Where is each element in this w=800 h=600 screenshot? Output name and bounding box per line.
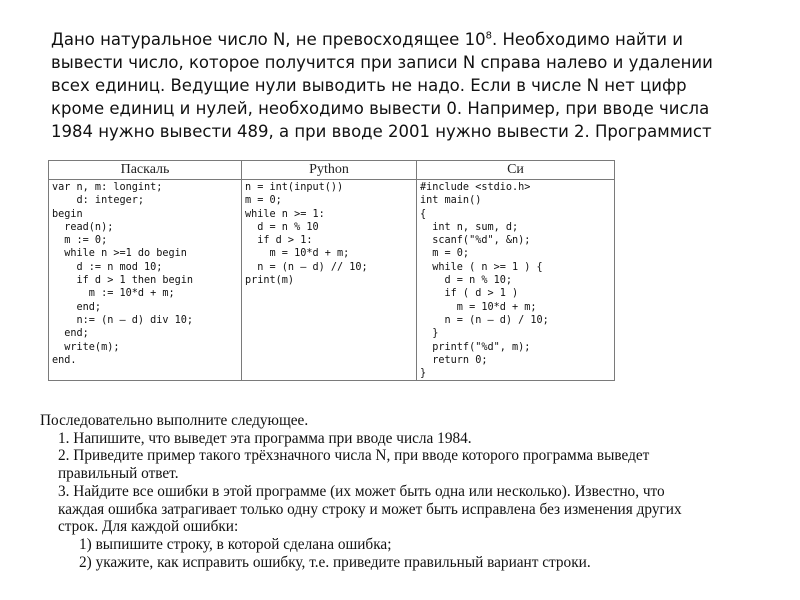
code-table xyxy=(48,160,615,381)
header-python: Python xyxy=(242,161,417,180)
task-item-3-cont: каждая ошибка затрагивает только одну строку и может быть исправлена без изменения других xyxy=(58,500,682,518)
code-table-body-row xyxy=(49,180,615,381)
header-c: Си xyxy=(417,161,615,180)
statement-text: . Необходимо найти и xyxy=(491,30,683,49)
python-code: n = int(input()) m = 0; while n >= 1: d = n % 10 if d > 1: m = 10*d + m; n = (n – d) // 10; print(m) xyxy=(245,182,368,287)
subtask-2: 2) укажите, как исправить ошибку, т.е. приведите правильный вариант строки. xyxy=(79,553,591,571)
statement-line-2: вывести число, которое получится при записи N справа налево и удалении xyxy=(51,53,713,72)
statement-text: Дано натуральное число N, не превосходящее 10 xyxy=(51,30,486,49)
statement-line-3: всех единиц. Ведущие нули выводить не надо. Если в числе N нет цифр xyxy=(51,76,687,95)
pascal-cell xyxy=(49,180,242,381)
task-heading: Последовательно выполните следующее. xyxy=(40,412,309,429)
task-list xyxy=(40,412,780,571)
subtask-1: 1) выпишите строку, в которой сделана ошибка; xyxy=(79,535,392,553)
task-item-2: 2. Приведите пример такого трёхзначного числа N, при вводе которого программа выведет xyxy=(58,447,650,465)
pascal-code: var n, m: longint; d: integer; begin read(n); m := 0; while n >=1 do begin d := n mod 10; if d > 1 then begin m := 10*d + m; end; n:= (n – d) div 10; end; write(m); end. xyxy=(52,182,194,366)
code-table-header-row xyxy=(49,161,615,180)
statement-line-5: 1984 нужно вывести 489, а при вводе 2001 нужно вывести 2. Программист xyxy=(51,122,712,141)
task-item-3: 3. Найдите все ошибки в этой программе (их может быть одна или несколько). Известно, что xyxy=(58,482,665,500)
task-item-2-cont: правильный ответ. xyxy=(58,465,179,483)
task-item-1: 1. Напишите, что выведет эта программа при вводе числа 1984. xyxy=(58,429,472,447)
python-cell xyxy=(242,180,417,381)
header-pascal: Паскаль xyxy=(49,161,242,180)
statement-line-4: кроме единиц и нулей, необходимо вывести 0. Например, при вводе числа xyxy=(51,99,710,118)
problem-statement xyxy=(51,28,771,143)
exponent: 8 xyxy=(485,30,492,42)
c-cell xyxy=(417,180,615,381)
task-item-3-cont: строк. Для каждой ошибки: xyxy=(58,518,239,536)
statement-line-1 xyxy=(51,28,771,51)
c-code: #include <stdio.h> int main() { int n, sum, d; scanf("%d", &n); m = 0; while ( n >= 1 ) { d = n % 10; if ( d > 1 ) m = 10*d + m; n = (n – d) / 10; } printf("%d", m); return 0; } xyxy=(420,182,549,380)
